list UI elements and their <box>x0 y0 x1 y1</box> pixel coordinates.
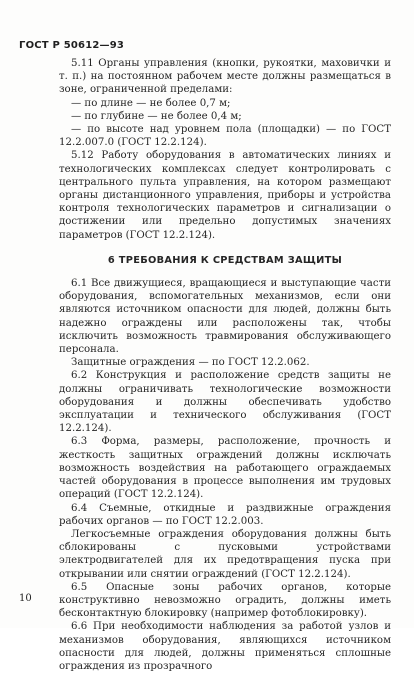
clause-5-12: 5.12 Работу оборудования в автоматических линиях и технологических комплексах следует контролировать с центрального пульта управления, на котором размещают органы дистанционного управления, приборы и устройства контроля технологических параметров и сигнализации о достижении или предельно допустимых значениях параметров (ГОСТ 12.2.124). <box>59 150 391 241</box>
removable-guards-paragraph: Легкосъемные ограждения оборудования должны быть сблокированы с пусковыми устройствами электродвигателей для их предотвращения пуска при открывании или снятии ограждений (ГОСТ 12.2.124). <box>59 528 391 580</box>
page-number: 10 <box>19 593 32 604</box>
clause-5-11: 5.11 Органы управления (кнопки, рукоятки, маховички и т. п.) на постоянном рабочем месте должны размещаться в зоне, ограниченной пределами: <box>59 58 391 96</box>
dimension-length: — по длине — не более 0,7 м; <box>71 97 231 109</box>
dimension-depth: — по глубине — не более 0,4 м; <box>71 110 242 122</box>
clause-6-6: 6.6 При необходимости наблюдения за работой узлов и механизмов оборудования, являющихся источником опасности для людей, должны применяться сплошные ограждения из прозрачного <box>59 621 391 672</box>
document-body <box>59 57 391 673</box>
clause-6-2: 6.2 Конструкция и расположение средств защиты не должны ограничивать технологические возможности оборудования и должны обеспечивать удобство эксплуатации и технического обслуживания (ГОСТ 12.2.124). <box>59 370 391 435</box>
dimension-height: — по высоте над уровнем пола (площадки) — по ГОСТ 12.2.007.0 (ГОСТ 12.2.124). <box>59 124 391 149</box>
clause-6-4: 6.4 Съемные, откидные и раздвижные ограждения рабочих органов — по ГОСТ 12.2.003. <box>59 502 391 527</box>
section-6-heading: 6 ТРЕБОВАНИЯ К СРЕДСТВАМ ЗАЩИТЫ <box>107 254 343 266</box>
document-header: ГОСТ Р 50612—93 <box>19 40 125 51</box>
clause-6-5: 6.5 Опасные зоны рабочих органов, которые конструктивно невозможно оградить, должны иметь бесконтактную блокировку (например фотоблокировку). <box>59 581 391 620</box>
clause-6-1: 6.1 Все движущиеся, вращающиеся и выступающие части оборудования, вспомогательных механизмов, если они являются источником опасности для людей, должны быть надежно ограждены или расположены так, чтобы исключить возможность травмирования обслуживающего персонала. <box>59 278 391 356</box>
clause-6-3: 6.3 Форма, размеры, расположение, прочность и жесткость защитных ограждений должны исключать возможность воздействия на работающего ограждаемых частей оборудования в процессе выполнения им трудовых операций (ГОСТ 12.2.124). <box>59 436 391 501</box>
protective-guards-reference: Защитные ограждения — по ГОСТ 12.2.062. <box>71 357 310 369</box>
